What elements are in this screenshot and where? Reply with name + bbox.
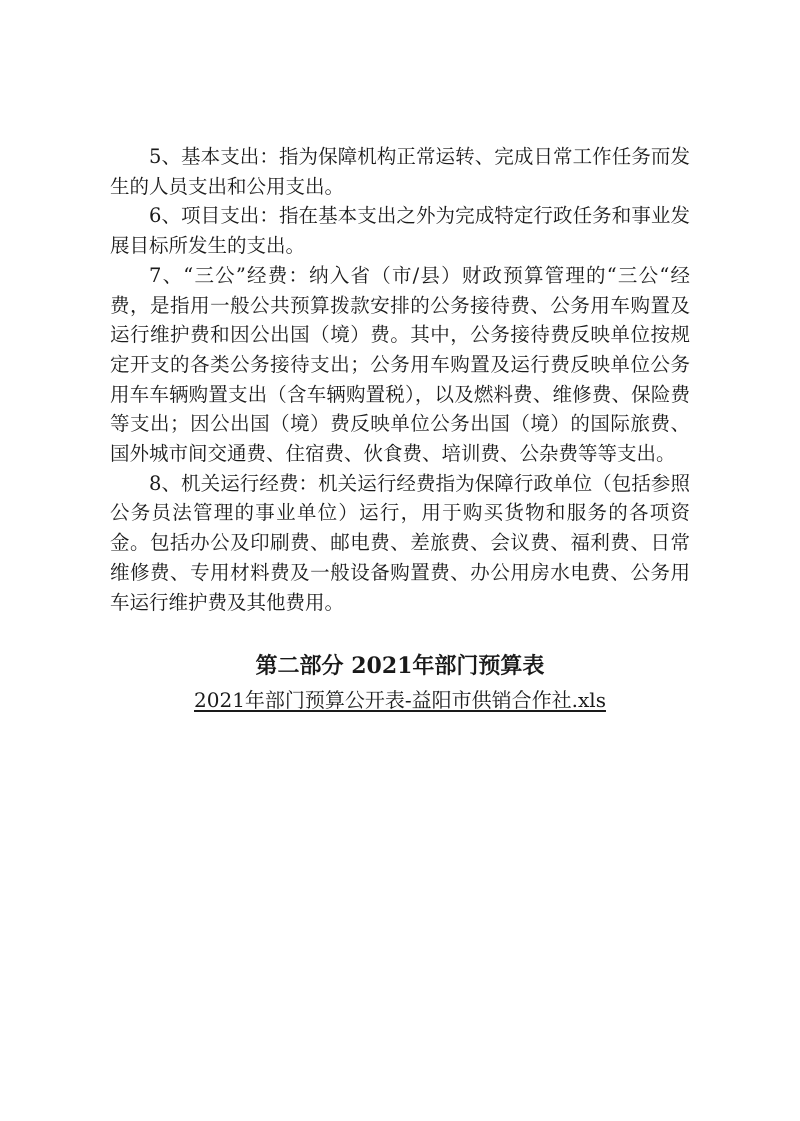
part-two-section: [0, 649, 800, 715]
section-title: 第二部分 2021年部门预算表: [255, 653, 545, 679]
paragraph-basic-expenditure: 5、基本支出：指为保障机构正常运转、完成日常工作任务而发生的人员支出和公用支出。: [110, 145, 690, 198]
budget-table-attachment-link[interactable]: 2021年部门预算公开表-益阳市供销合作社.xls: [194, 688, 606, 712]
paragraph-project-expenditure: 6、项目支出：指在基本支出之外为完成特定行政任务和事业发展目标所发生的支出。: [110, 204, 690, 258]
paragraph-three-public-expenses: 7、“三公”经费：纳入省（市/县）财政预算管理的“三公“经费，是指用一般公共预算拨款安排的公务接待费、公务用车购置及运行维护费和因公出国（境）费。其中，公务接待费反映单位按规定开支的各类公务接待支出；公务用车购置及运行费反映单位公务用车车辆购置支出（含车辆购置税），以及燃料费、维修费、保险费等支出；因公出国（境）费反映单位公务出国（境）的国际旅费、国外城市间交通费、住宿费、伙食费、培训费、公杂费等等支出。: [110, 263, 690, 466]
paragraph-operating-expenses: 8、机关运行经费：机关运行经费指为保障行政单位（包括参照公务员法管理的事业单位）运行，用于购买货物和服务的各项资金。包括办公及印刷费、邮电费、差旅费、会议费、福利费、日常维修费、专用材料费及一般设备购置费、办公用房水电费、公务用车运行维护费及其他费用。: [110, 471, 690, 614]
definitions-body: [110, 142, 690, 617]
